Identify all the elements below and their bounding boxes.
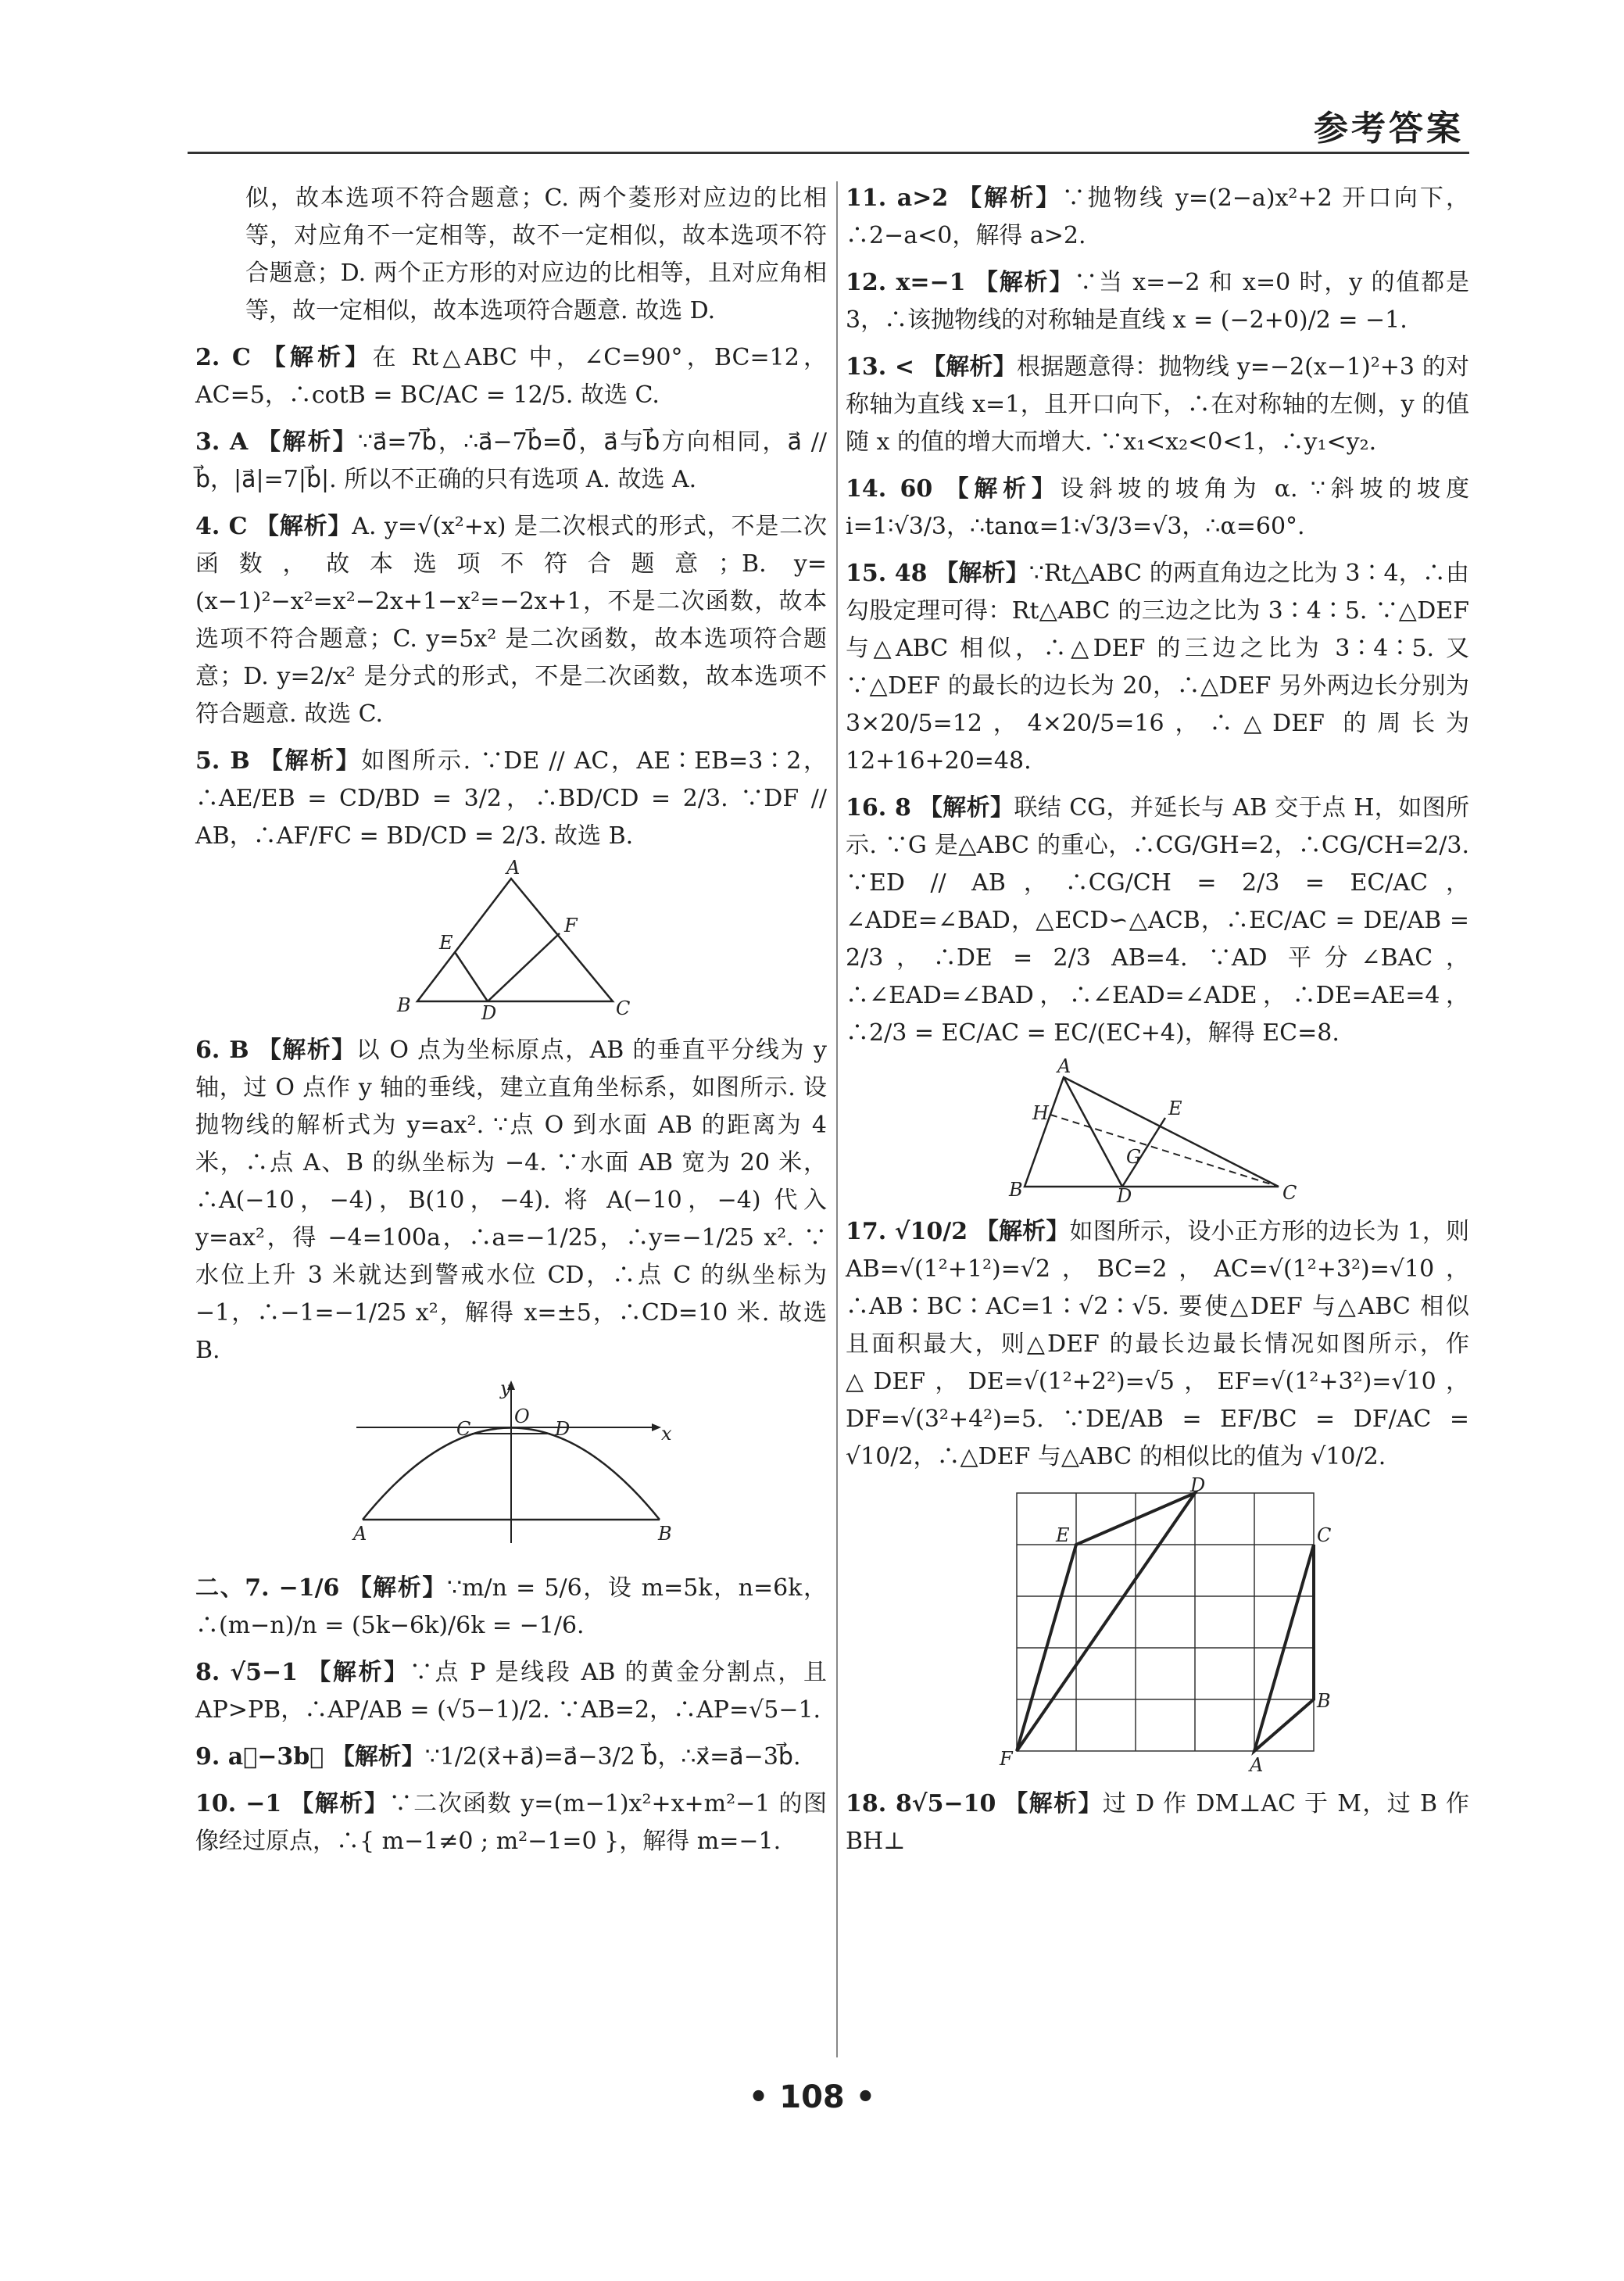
- label-d: D: [1190, 1474, 1206, 1496]
- answer-17: [846, 1213, 1469, 1476]
- label-x: x: [661, 1423, 672, 1445]
- answer-6: [195, 1032, 827, 1370]
- triangle-def: [1017, 1493, 1195, 1751]
- answer-2-tag: 【解析】: [262, 344, 373, 371]
- answer-3-tag: 【解析】: [257, 428, 358, 456]
- label-c: C: [1317, 1524, 1332, 1546]
- answer-7: [195, 1570, 827, 1645]
- label-b: B: [1317, 1690, 1331, 1712]
- answer-4: [195, 508, 827, 733]
- answer-11-number: 11. a>2: [846, 184, 949, 212]
- label-b: B: [397, 994, 411, 1016]
- figure-16-triangle: [1009, 1055, 1306, 1207]
- answer-7-number: 二、7. −1/6: [195, 1574, 340, 1602]
- label-f: F: [1000, 1748, 1013, 1770]
- label-e: E: [439, 932, 453, 954]
- answer-15-tag: 【解析】: [935, 560, 1029, 587]
- answer-10: [195, 1785, 827, 1860]
- answer-5: [195, 743, 827, 855]
- answer-14-tag: 【解析】: [945, 475, 1061, 503]
- label-c: C: [1282, 1182, 1297, 1204]
- answer-18-text: 过 D 作 DM⊥AC 于 M，过 B 作 BH⊥: [846, 1790, 1469, 1855]
- answer-4-tag: 【解析】: [255, 513, 352, 540]
- answer-10-text: ∵二次函数 y=(m−1)x²+x+m²−1 的图像经过原点，∴{ m−1≠0 ; m²−1=0 }，解得 m=−1.: [195, 1790, 827, 1855]
- figure-6-parabola: [347, 1379, 675, 1559]
- right-column: [846, 180, 1469, 1870]
- answer-14: [846, 471, 1469, 546]
- answer-12-text: ∵当 x=−2 和 x=0 时，y 的值都是 3，∴该抛物线的对称轴是直线 x = (−2+0)/2 = −1.: [846, 269, 1469, 334]
- answer-11: [846, 180, 1469, 255]
- answer-4-text: A. y=√(x²+x) 是二次根式的形式，不是二次函数，故本选项不符合题意；B. y=(x−1)²−x²=x²−2x+1−x²=−2x+1，不是二次函数，故本选项不符合题意；C. y=5x² 是二次函数，故本选项符合题意；D. y=2/x² 是分式的形式，不是二次函数，故本选项不符合题意. 故选 C.: [195, 513, 828, 728]
- answer-18-tag: 【解析】: [1004, 1790, 1103, 1817]
- answer-13-text: 根据题意得：抛物线 y=−2(x−1)²+3 的对称轴为直线 x=1，且开口向下，∴在对称轴的左侧，y 的值随 x 的值的增大而增大. ∵x₁<x₂<0<1，∴y₁<y₂.: [846, 353, 1469, 456]
- answer-16-text: 联结 CG，并延长与 AB 交于点 H，如图所示. ∵G 是△ABC 的重心，∴CG/GH=2，∴CG/CH=2/3. ∵ED // AB，∴CG/CH = 2/3 = EC/AC，∠ADE=∠BAD，△ECD∽△ACB，∴EC/AC = DE/AB = 2/3，∴DE = 2/3 AB=4. ∵AD 平分∠BAC，∴∠EAD=∠BAD，∴∠EAD=∠ADE，∴DE=AE=4，∴2/3 = EC/AC = EC/(EC+4)，解得 EC=8.: [846, 794, 1470, 1047]
- answer-16-number: 16. 8: [846, 794, 911, 822]
- label-d: D: [1117, 1185, 1132, 1207]
- label-o: O: [514, 1405, 530, 1427]
- answer-11-text: ∵抛物线 y=(2−a)x²+2 开口向下，∴2−a<0，解得 a>2.: [846, 184, 1470, 249]
- label-y: y: [500, 1377, 511, 1399]
- label-d: D: [555, 1418, 571, 1440]
- label-f: F: [564, 915, 578, 936]
- header-rule: [188, 152, 1469, 154]
- answer-2-text: 在 Rt△ABC 中，∠C=90°，BC=12，AC=5，∴cotB = BC/AC = 12/5. 故选 C.: [195, 344, 828, 409]
- segment-ad: [1064, 1077, 1122, 1187]
- answer-9-number: 9. a⃗−3b⃗: [195, 1743, 324, 1771]
- answer-9: [195, 1739, 827, 1776]
- label-h: H: [1032, 1102, 1049, 1124]
- answer-17-number: 17. √10/2: [846, 1218, 968, 1245]
- answer-4-number: 4. C: [195, 513, 248, 540]
- label-b: B: [658, 1523, 672, 1545]
- answer-7-text: ∵m/n = 5/6，设 m=5k，n=6k，∴(m−n)/n = (5k−6k)/6k = −1/6.: [195, 1574, 828, 1639]
- answer-18-number: 18. 8√5−10: [846, 1790, 996, 1817]
- answer-12-tag: 【解析】: [974, 269, 1075, 296]
- answer-15: [846, 555, 1469, 780]
- x-axis-arrow: [652, 1423, 661, 1431]
- answer-17-tag: 【解析】: [975, 1218, 1070, 1245]
- answer-6-number: 6. B: [195, 1037, 249, 1064]
- answer-16: [846, 790, 1469, 1052]
- answer-12: [846, 264, 1469, 339]
- answer-7-tag: 【解析】: [348, 1574, 447, 1602]
- label-g: G: [1126, 1146, 1142, 1168]
- answer-14-text: 设斜坡的坡角为 α. ∵斜坡的坡度 i=1∶√3/3，∴tanα=1∶√3/3=√3，∴α=60°.: [846, 475, 1469, 540]
- segment-hc-dashed: [1050, 1115, 1279, 1187]
- answer-6-tag: 【解析】: [257, 1037, 356, 1064]
- answer-2: [195, 339, 827, 414]
- answer-14-number: 14. 60: [846, 475, 933, 503]
- answer-3-number: 3. A: [195, 428, 249, 456]
- segment-df: [488, 933, 560, 1001]
- answer-5-number: 5. B: [195, 747, 250, 775]
- label-c: C: [616, 997, 631, 1019]
- answer-13: [846, 349, 1469, 461]
- label-a: A: [506, 857, 520, 879]
- label-c: C: [456, 1418, 471, 1440]
- answer-15-text: ∵Rt△ABC 的两直角边之比为 3∶4，∴由勾股定理可得：Rt△ABC 的三边之比为 3∶4∶5. ∵△DEF 与△ABC 相似，∴△DEF 的三边之比为 3∶4∶5. 又∵△DEF 的最长的边长为 20，∴△DEF 另外两边长分别为 3×20/5=12，4×20/5=16，∴△DEF 的周长为 12+16+20=48.: [846, 560, 1469, 775]
- answer-6-text: 以 O 点为坐标原点，AB 的垂直平分线为 y 轴，过 O 点作 y 轴的垂线，建立直角坐标系，如图所示. 设抛物线的解析式为 y=ax². ∵点 O 到水面 AB 的距离为 4 米，∴点 A、B 的纵坐标为 −4. ∵水面 AB 宽为 20 米，∴A(−10，−4)，B(10，−4). 将 A(−10，−4) 代入 y=ax²，得 −4=100a，∴a=−1/25，∴y=−1/25 x². ∵水位上升 3 米就达到警戒水位 CD，∴点 C 的纵坐标为 −1，∴−1=−1/25 x²，解得 x=±5，∴CD=10 米. 故选 B.: [195, 1037, 827, 1364]
- page-number: • 108 •: [748, 2079, 876, 2115]
- answer-3-text: ∵a⃗=7b⃗，∴a⃗−7b⃗=0⃗，a⃗与b⃗方向相同，a⃗ // b⃗，|a⃗|=7|b⃗|. 所以不正确的只有选项 A. 故选 A.: [195, 428, 827, 493]
- label-a: A: [1250, 1754, 1264, 1776]
- answer-5-text: 如图所示. ∵DE // AC，AE∶EB=3∶2，∴AE/EB = CD/BD = 3/2，∴BD/CD = 2/3. ∵DF // AB，∴AF/FC = BD/CD = 2/3. 故选 B.: [195, 747, 827, 850]
- column-divider: [836, 181, 838, 2057]
- page-header-title: 参考答案: [1314, 109, 1464, 149]
- answer-5-tag: 【解析】: [259, 747, 362, 775]
- left-column: [195, 180, 827, 1870]
- label-a: A: [353, 1523, 367, 1545]
- answer-8: [195, 1654, 827, 1729]
- answer-10-tag: 【解析】: [290, 1790, 389, 1817]
- answer-1-continuation: 似，故本选项不符合题意；C. 两个菱形对应边的比相等，对应角不一定相等，故不一定相似，故本选项不符合题意；D. 两个正方形的对应边的比相等，且对应角相等，故一定相似，故本选项符合题意. 故选 D.: [245, 184, 827, 324]
- segment-ed: [455, 952, 488, 1001]
- answer-11-tag: 【解析】: [957, 184, 1062, 212]
- answer-12-number: 12. x=−1: [846, 269, 966, 296]
- answer-13-number: 13. <: [846, 353, 915, 381]
- label-b: B: [1009, 1179, 1023, 1201]
- answer-16-tag: 【解析】: [918, 794, 1014, 822]
- answer-18: [846, 1785, 1469, 1860]
- answer-10-number: 10. −1: [195, 1790, 282, 1817]
- label-e: E: [1168, 1098, 1182, 1119]
- answer-8-text: ∵点 P 是线段 AB 的黄金分割点，且 AP>PB，∴AP/AB = (√5−1)/2. ∵AB=2，∴AP=√5−1.: [195, 1659, 828, 1724]
- answer-2-number: 2. C: [195, 344, 251, 371]
- figure-17-grid: [985, 1474, 1332, 1776]
- answer-3: [195, 424, 827, 499]
- answer-9-text: ∵1/2(x⃗+a⃗)=a⃗−3/2 b⃗，∴x⃗=a⃗−3b⃗.: [424, 1743, 801, 1771]
- answer-13-tag: 【解析】: [921, 353, 1017, 381]
- figure-5-triangle: [378, 857, 644, 1024]
- triangle-abc: [1025, 1077, 1279, 1187]
- label-a: A: [1057, 1055, 1071, 1077]
- answer-17-text: 如图所示，设小正方形的边长为 1，则 AB=√(1²+1²)=√2，BC=2，AC=√(1²+3²)=√10，∴AB∶BC∶AC=1∶√2∶√5. 要使△DEF 与△ABC 相似且面积最大，则△DEF 的最长边最长情况如图所示，作△DEF，DE=√(1²+2²)=√5，EF=√(1²+3²)=√10，DF=√(3²+4²)=5. ∵DE/AB = EF/BC = DF/AC = √10/2，∴△DEF 与△ABC 的相似比的值为 √10/2.: [846, 1218, 1470, 1470]
- label-e: E: [1056, 1524, 1070, 1546]
- answer-8-number: 8. √5−1: [195, 1659, 299, 1686]
- answer-8-tag: 【解析】: [307, 1659, 410, 1686]
- answer-9-tag: 【解析】: [331, 1743, 425, 1771]
- label-d: D: [481, 1002, 497, 1024]
- answer-15-number: 15. 48: [846, 560, 928, 587]
